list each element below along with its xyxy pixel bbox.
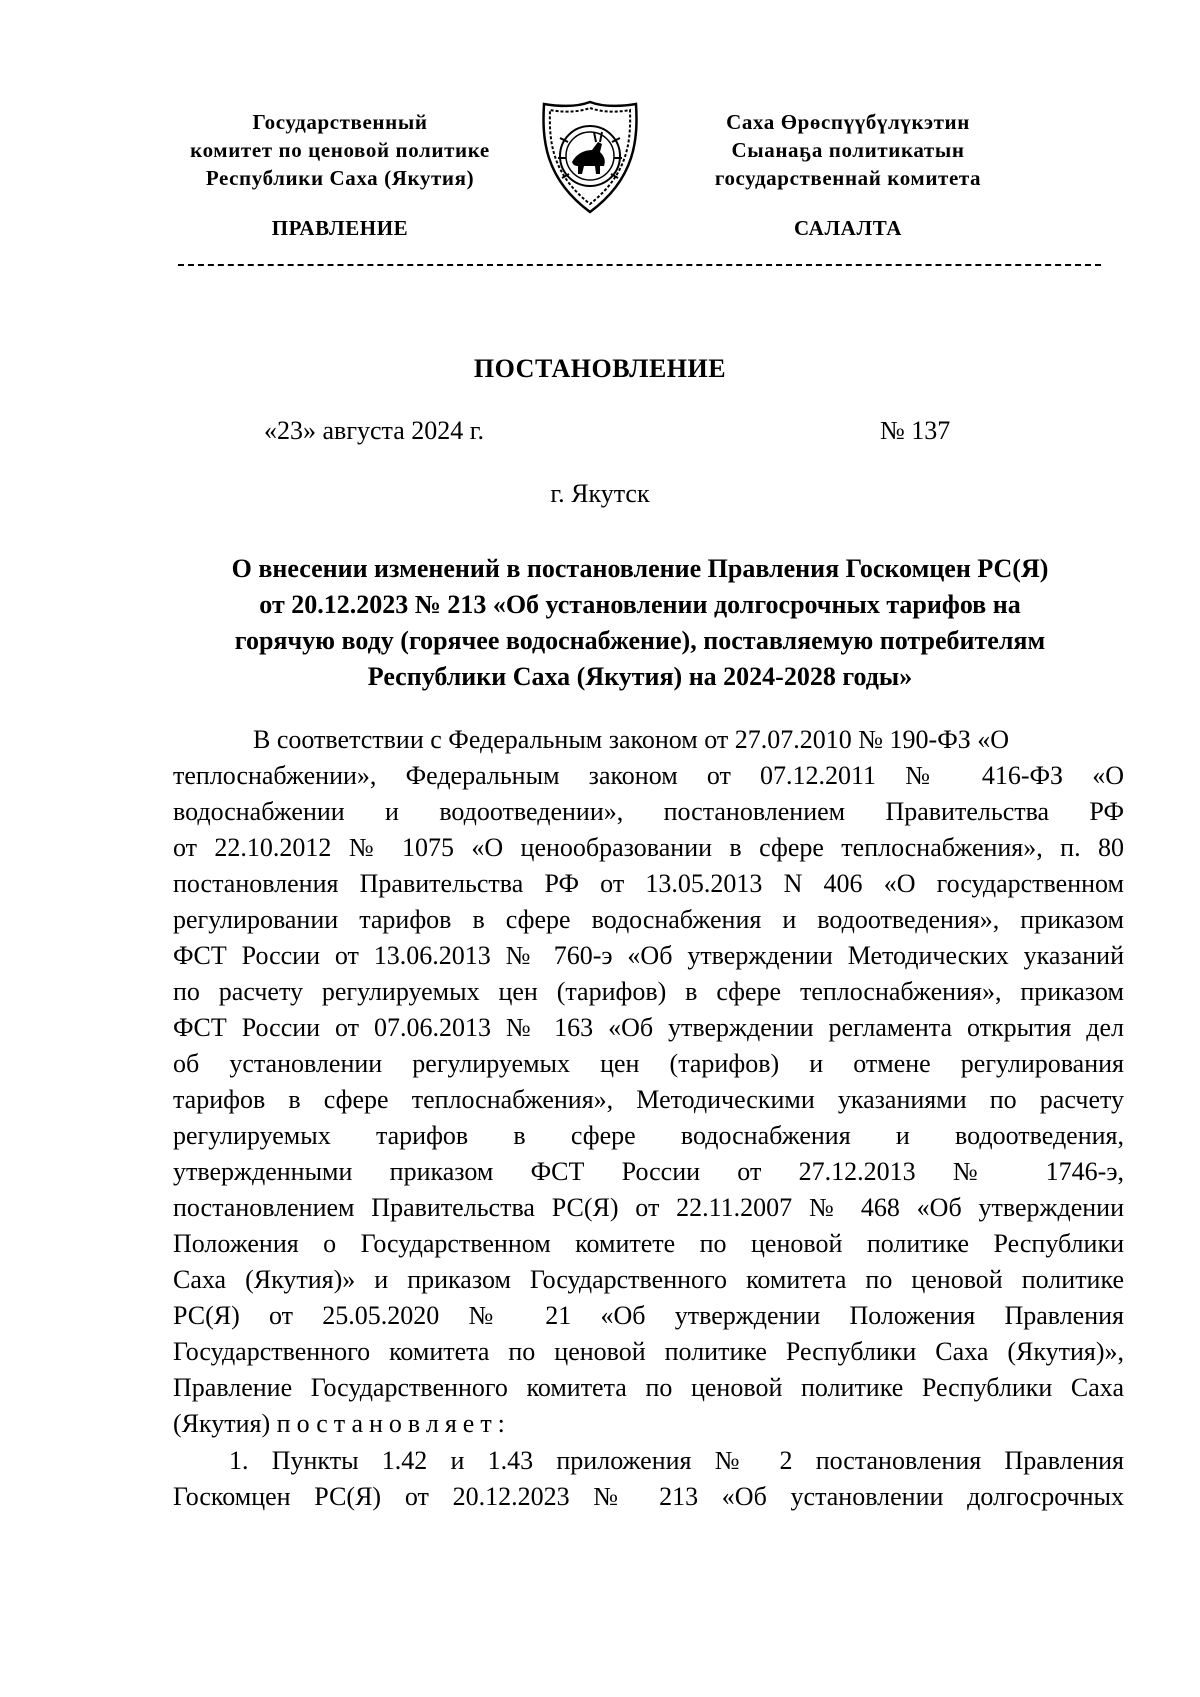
item-line: Госкомцен РС(Я) от 20.12.2023 № 213 «Об установлении долгосрочных [173, 1482, 1124, 1511]
body-line: постановления Правительства РФ от 13.05.2013 N 406 «О государственном [173, 869, 1124, 898]
resolution-prefix: (Якутия) [173, 1409, 277, 1438]
body-line: регулировании тарифов в сфере водоснабжения и водоотведения», приказом [173, 905, 1124, 934]
body-line-resolution [173, 1406, 1124, 1442]
subject-line: Республики Саха (Якутия) на 2024-2028 годы» [367, 662, 913, 691]
document-date: «23» августа 2024 г. [264, 416, 484, 445]
body-line: об установлении регулируемых цен (тарифов) и отмене регулирования [173, 1049, 1124, 1078]
body-line: В соответствии с Федеральным законом от 27.07.2010 № 190-ФЗ «О [253, 725, 1010, 754]
header-right-org-line: государственнай комитета [714, 166, 982, 190]
resolution-keyword: постановляет: [276, 1409, 511, 1438]
header-left-org-line: Государственный [252, 110, 428, 134]
header-right-unit: САЛАЛТА [793, 216, 903, 240]
body-line: по расчету регулируемых цен (тарифов) в сфере теплоснабжения», приказом [173, 977, 1124, 1006]
body-line: теплоснабжении», Федеральным законом от 07.12.2011 № 416-ФЗ «О [173, 761, 1124, 790]
document-type-title: ПОСТАНОВЛЕНИЕ [473, 354, 727, 383]
header-right-org-line: Саха Өрөспүүбүлүкэтин [726, 110, 970, 134]
subject-line: от 20.12.2023 № 213 «Об установлении долгосрочных тарифов на [259, 590, 1021, 619]
body-line: постановлением Правительства РС(Я) от 22.11.2007 № 468 «Об утверждении [173, 1193, 1124, 1222]
body-line: водоснабжении и водоотведении», постановлением Правительства РФ [173, 797, 1124, 826]
document-subject [180, 551, 1100, 695]
header-divider [178, 264, 1101, 266]
header-right-org [668, 108, 1028, 192]
header-left-unit: ПРАВЛЕНИЕ [271, 216, 409, 240]
body-line: РС(Я) от 25.05.2020 № 21 «Об утверждении Положения Правления [173, 1301, 1124, 1330]
body-line: Положения о Государственном комитете по ценовой политике Республики [173, 1229, 1124, 1258]
body-line: от 22.10.2012 № 1075 «О ценообразовании в сфере теплоснабжения», п. 80 [173, 833, 1124, 862]
header-left-org-line: Республики Саха (Якутия) [205, 166, 475, 190]
document-city: г. Якутск [550, 479, 650, 508]
header-left-org-line: комитет по ценовой политике [190, 138, 490, 162]
body-line: Правление Государственного комитета по ценовой политике Республики Саха [173, 1373, 1124, 1402]
subject-line: О внесении изменений в постановление Правления Госкомцен РС(Я) [231, 554, 1049, 583]
body-line: регулируемых тарифов в сфере водоснабжения и водоотведения, [173, 1121, 1124, 1150]
header-right-org-line: Сыанаҕа политикатын [731, 138, 965, 162]
item-line: 1. Пункты 1.42 и 1.43 приложения № 2 постановления Правления [229, 1446, 1124, 1475]
body-preamble [173, 722, 1124, 1442]
coat-of-arms-icon [538, 98, 642, 216]
body-line: утвержденными приказом ФСТ России от 27.12.2013 № 1746-э, [173, 1157, 1124, 1186]
body-line: тарифов в сфере теплоснабжения», Методическими указаниями по расчету [173, 1085, 1124, 1114]
subject-line: горячую воду (горячее водоснабжение), поставляемую потребителям [234, 626, 1046, 655]
header-left-org [170, 108, 510, 192]
body-line: ФСТ России от 07.06.2013 № 163 «Об утверждении регламента открытия дел [173, 1013, 1124, 1042]
body-line: ФСТ России от 13.06.2013 № 760-э «Об утверждении Методических указаний [173, 941, 1124, 970]
document-number: № 137 [880, 416, 951, 445]
coat-of-arms-emblem [538, 98, 642, 216]
body-line: Государственного комитета по ценовой политике Республики Саха (Якутия)», [173, 1337, 1124, 1366]
body-item-1 [173, 1443, 1124, 1515]
body-line: Саха (Якутия)» и приказом Государственного комитета по ценовой политике [173, 1265, 1124, 1294]
